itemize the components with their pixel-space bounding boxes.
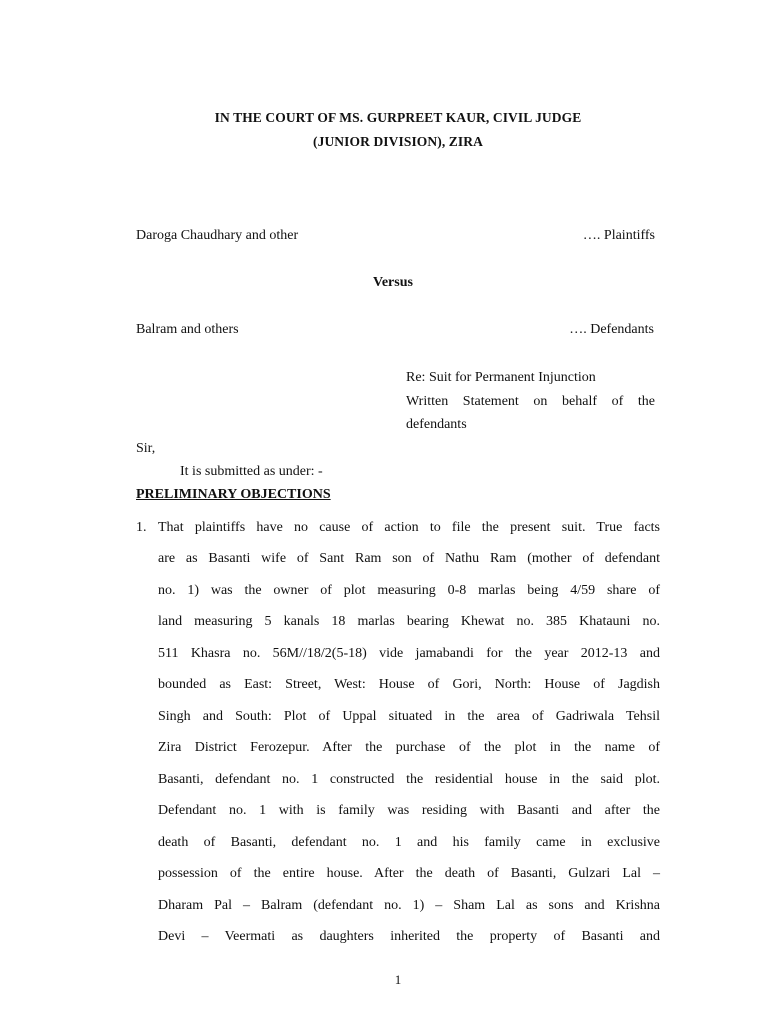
submission-line: It is submitted as under: - bbox=[180, 464, 323, 479]
plaintiff-role: …. Plaintiffs bbox=[582, 228, 655, 243]
court-title-line-2: (JUNIOR DIVISION), ZIRA bbox=[313, 134, 483, 149]
paragraph-line: bounded as East: Street, West: House of Gori, North: House of Jagdish bbox=[158, 677, 660, 692]
paragraph-line: Zira District Ferozepur. After the purchase of the plot in the name of bbox=[158, 740, 660, 755]
paragraph-line: Dharam Pal – Balram (defendant no. 1) – Sham Lal as sons and Krishna bbox=[158, 898, 660, 913]
plaintiff-name: Daroga Chaudhary and other bbox=[136, 228, 299, 243]
preliminary-objections-heading: PRELIMINARY OBJECTIONS bbox=[136, 487, 331, 502]
paragraph-line: 511 Khasra no. 56M//18/2(5-18) vide jamabandi for the year 2012-13 and bbox=[158, 646, 660, 661]
salutation: Sir, bbox=[136, 441, 156, 456]
paragraph-line: Singh and South: Plot of Uppal situated in the area of Gadriwala Tehsil bbox=[158, 709, 660, 724]
re-line-2: Written Statement on behalf of the bbox=[406, 394, 655, 409]
re-line-1: Re: Suit for Permanent Injunction bbox=[406, 370, 596, 385]
defendant-role: …. Defendants bbox=[569, 322, 654, 337]
paragraph-line: Devi – Veermati as daughters inherited the property of Basanti and bbox=[158, 929, 660, 944]
court-title-line-1: IN THE COURT OF MS. GURPREET KAUR, CIVIL JUDGE bbox=[214, 110, 582, 125]
paragraph-line: no. 1) was the owner of plot measuring 0-8 marlas being 4/59 share of bbox=[158, 583, 660, 598]
objection-number: 1. bbox=[136, 520, 147, 535]
paragraph-line: Defendant no. 1 with is family was residing with Basanti and after the bbox=[158, 803, 660, 818]
defendant-name: Balram and others bbox=[136, 322, 239, 337]
paragraph-line: That plaintiffs have no cause of action to file the present suit. True facts bbox=[158, 520, 660, 535]
paragraph-line: Basanti, defendant no. 1 constructed the residential house in the said plot. bbox=[158, 772, 660, 787]
paragraph-line: death of Basanti, defendant no. 1 and his family came in exclusive bbox=[158, 835, 660, 850]
versus-label: Versus bbox=[373, 275, 413, 290]
paragraph-line: are as Basanti wife of Sant Ram son of Nathu Ram (mother of defendant bbox=[158, 551, 660, 566]
page-number: 1 bbox=[394, 972, 402, 987]
re-line-3: defendants bbox=[406, 417, 467, 432]
paragraph-line: possession of the entire house. After the death of Basanti, Gulzari Lal – bbox=[158, 866, 660, 881]
paragraph-line: land measuring 5 kanals 18 marlas bearing Khewat no. 385 Khatauni no. bbox=[158, 614, 660, 629]
